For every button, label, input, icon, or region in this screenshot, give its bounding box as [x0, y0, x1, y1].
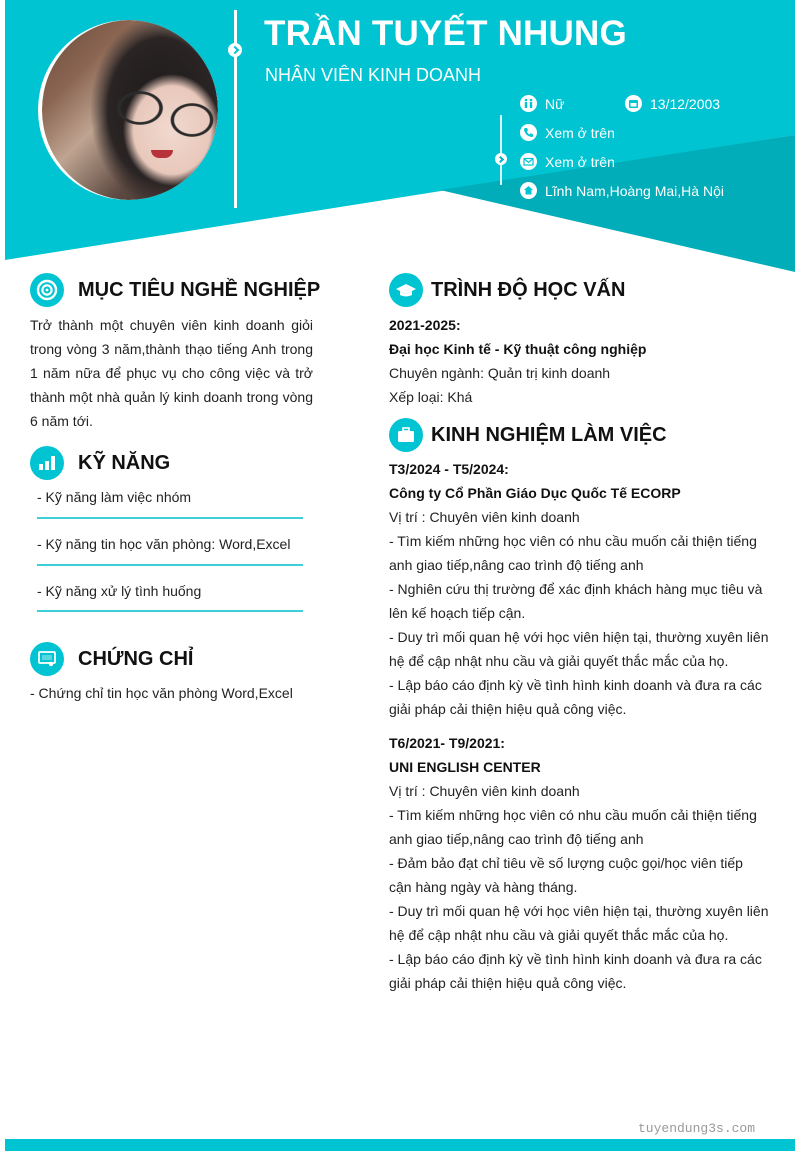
education-grade: Xếp loại: Khá — [389, 389, 473, 405]
footer-bar — [5, 1139, 795, 1151]
job-duty-line: giải pháp cải thiện hiệu quả công việc. — [389, 975, 627, 991]
skill-item: - Kỹ năng làm việc nhóm — [37, 489, 192, 505]
job-title: NHÂN VIÊN KINH DOANH — [265, 65, 482, 85]
info-divider — [500, 115, 502, 185]
calendar-icon — [625, 95, 642, 112]
job-period: T6/2021- T9/2021: — [389, 735, 505, 751]
job-duty-line: - Tìm kiếm những học viên có nhu cầu muốn cải thiện tiếng — [389, 533, 757, 549]
target-icon — [30, 273, 64, 307]
email-icon — [520, 153, 537, 170]
skill-item: - Kỹ năng xử lý tình huống — [37, 583, 202, 599]
job-company: UNI ENGLISH CENTER — [389, 759, 541, 775]
info-phone — [520, 124, 615, 141]
chevron-right-icon — [495, 153, 507, 165]
candidate-name: TRẦN TUYẾT NHUNG — [264, 14, 627, 53]
job-duty-line: hệ để cập nhật nhu cầu và giải quyết thắc mắc của họ. — [389, 927, 729, 943]
job-duty-line: anh giao tiếp,nâng cao trình độ tiếng anh — [389, 831, 644, 847]
bar-chart-icon — [30, 446, 64, 480]
avatar — [38, 20, 218, 200]
job-duty-line: - Duy trì mối quan hệ với học viên hiện tại, thường xuyên liên — [389, 629, 769, 645]
job-duty-line: - Lập báo cáo định kỳ về tình hình kinh doanh và đưa ra các — [389, 951, 762, 967]
job-duty-line: cận hàng ngày và hàng tháng. — [389, 879, 578, 895]
education-period: 2021-2025: — [389, 317, 461, 333]
education-details — [389, 313, 769, 409]
phone-value: Xem ở trên — [545, 124, 615, 141]
job-duty-line: lên kế hoạch tiếp cận. — [389, 605, 526, 621]
experience-job-1 — [389, 457, 779, 721]
section-title: MỤC TIÊU NGHỀ NGHIỆP — [78, 278, 321, 301]
job-position: Vị trí : Chuyên viên kinh doanh — [389, 509, 580, 525]
section-title: KỸ NĂNG — [78, 451, 171, 474]
job-duty-line: - Lập báo cáo định kỳ về tình hình kinh doanh và đưa ra các — [389, 677, 762, 693]
address-value: Lĩnh Nam,Hoàng Mai,Hà Nội — [545, 182, 724, 199]
briefcase-icon — [389, 418, 423, 452]
job-duty-line: giải pháp cải thiện hiệu quả công việc. — [389, 701, 627, 717]
job-duty-line: hệ để cập nhật nhu cầu và giải quyết thắc mắc của họ. — [389, 653, 729, 669]
info-birthday — [625, 95, 720, 112]
chevron-right-icon — [228, 43, 242, 57]
section-education-heading — [389, 273, 625, 307]
job-company: Công ty Cổ Phần Giáo Dục Quốc Tế ECORP — [389, 485, 681, 501]
section-objective-heading — [30, 273, 320, 307]
header-divider — [234, 10, 237, 208]
graduation-cap-icon — [389, 273, 423, 307]
skill-divider — [37, 517, 303, 519]
section-certificates-heading — [30, 642, 193, 676]
certificate-icon — [30, 642, 64, 676]
profile-photo — [42, 20, 218, 200]
job-duty-line: - Nghiên cứu thị trường để xác định khách hàng mục tiêu và — [389, 581, 763, 597]
phone-icon — [520, 124, 537, 141]
gender-value: Nữ — [545, 95, 565, 112]
job-duty-line: - Duy trì mối quan hệ với học viên hiện tại, thường xuyên liên — [389, 903, 769, 919]
skill-item: - Kỹ năng tin học văn phòng: Word,Excel — [37, 536, 291, 552]
birthday-value: 13/12/2003 — [650, 95, 721, 112]
section-title: TRÌNH ĐỘ HỌC VẤN — [431, 278, 626, 301]
section-skills-heading — [30, 446, 170, 480]
info-email — [520, 153, 615, 170]
email-value: Xem ở trên — [545, 153, 615, 170]
job-duty-line: anh giao tiếp,nâng cao trình độ tiếng anh — [389, 557, 644, 573]
certificate-item: - Chứng chỉ tin học văn phòng Word,Excel — [30, 685, 293, 701]
education-major: Chuyên ngành: Quản trị kinh doanh — [389, 365, 611, 381]
education-school: Đại học Kinh tế - Kỹ thuật công nghiệp — [389, 341, 647, 357]
section-title: KINH NGHIỆM LÀM VIỆC — [431, 423, 667, 446]
objective-text: Trở thành một chuyên viên kinh doanh giỏi trong vòng 3 năm,thành thạo tiếng Anh trong 1 năm nữa để phục vụ cho công việc và trở thành một nhà quản lý kinh doanh trong vòng 6 năm tới. — [30, 317, 313, 429]
skill-divider — [37, 610, 303, 612]
footer-brand: tuyendung3s.com — [638, 1121, 756, 1136]
home-icon — [520, 182, 537, 199]
info-gender — [520, 95, 564, 112]
job-duty-line: - Tìm kiếm những học viên có nhu cầu muốn cải thiện tiếng — [389, 807, 757, 823]
cv-page — [5, 0, 795, 1151]
job-position: Vị trí : Chuyên viên kinh doanh — [389, 783, 580, 799]
section-title: CHỨNG CHỈ — [78, 647, 194, 670]
skill-divider — [37, 564, 303, 566]
section-experience-heading — [389, 418, 667, 452]
job-duty-line: - Đảm bảo đạt chỉ tiêu về số lượng cuộc gọi/học viên tiếp — [389, 855, 743, 871]
gender-icon — [520, 95, 537, 112]
job-period: T3/2024 - T5/2024: — [389, 461, 509, 477]
experience-job-2 — [389, 731, 779, 995]
info-address — [520, 182, 724, 199]
